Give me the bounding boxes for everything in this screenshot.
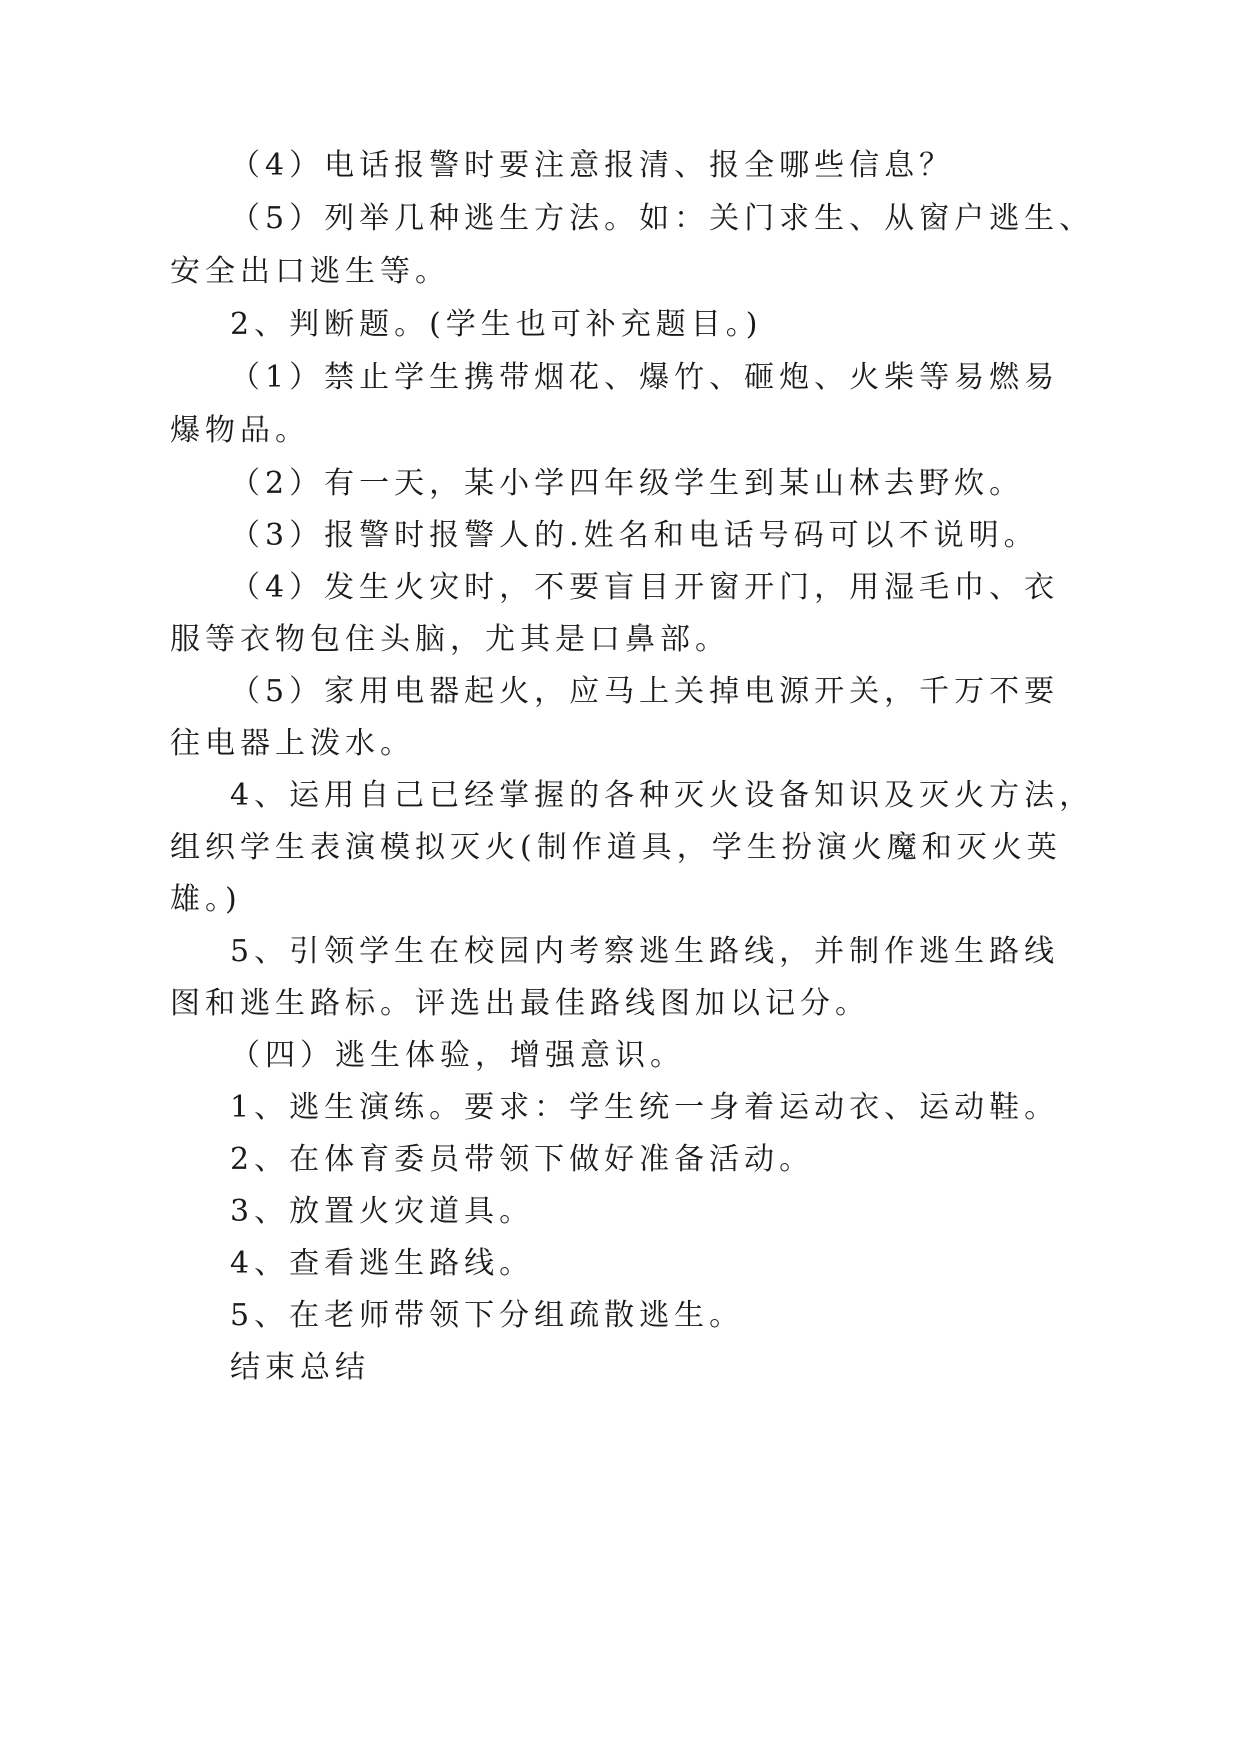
text-line-12: 往电器上泼水。 xyxy=(170,726,415,761)
text-line-21: 3、放置火灾道具。 xyxy=(230,1194,535,1229)
text-line-11: （5）家用电器起火，应马上关掉电源开关，千万不要 xyxy=(230,674,1060,709)
text-line-13: 4、运用自己已经掌握的各种灭火设备知识及灭火方法， xyxy=(230,778,1095,813)
text-line-8: （3）报警时报警人的.姓名和电话号码可以不说明。 xyxy=(230,518,1039,553)
text-line-22: 4、查看逃生路线。 xyxy=(230,1246,535,1281)
text-line-4: 2、判断题。(学生也可补充题目。) xyxy=(230,307,763,342)
text-line-19: 1、逃生演练。要求：学生统一身着运动衣、运动鞋。 xyxy=(230,1090,1060,1125)
text-line-7: （2）有一天，某小学四年级学生到某山林去野炊。 xyxy=(230,466,1025,501)
text-line-20: 2、在体育委员带领下做好准备活动。 xyxy=(230,1142,815,1177)
text-line-3: 安全出口逃生等。 xyxy=(170,254,450,289)
text-line-10: 服等衣物包住头脑，尤其是口鼻部。 xyxy=(170,622,730,657)
text-line-24: 结束总结 xyxy=(230,1350,370,1385)
text-line-6: 爆物品。 xyxy=(170,413,310,448)
text-line-18: （四）逃生体验，增强意识。 xyxy=(230,1038,685,1073)
text-line-5: （1）禁止学生携带烟花、爆竹、砸炮、火柴等易燃易 xyxy=(230,360,1060,395)
text-line-14: 组织学生表演模拟灭火(制作道具，学生扮演火魔和灭火英 xyxy=(170,830,1062,865)
text-line-2: （5）列举几种逃生方法。如：关门求生、从窗户逃生、 xyxy=(230,201,1095,236)
text-line-16: 5、引领学生在校园内考察逃生路线，并制作逃生路线 xyxy=(230,934,1060,969)
text-line-1: （4）电话报警时要注意报清、报全哪些信息？ xyxy=(230,148,955,183)
text-line-15: 雄。) xyxy=(170,882,242,917)
text-line-17: 图和逃生路标。评选出最佳路线图加以记分。 xyxy=(170,986,870,1021)
text-line-23: 5、在老师带领下分组疏散逃生。 xyxy=(230,1298,745,1333)
text-line-9: （4）发生火灾时，不要盲目开窗开门，用湿毛巾、衣 xyxy=(230,570,1060,605)
